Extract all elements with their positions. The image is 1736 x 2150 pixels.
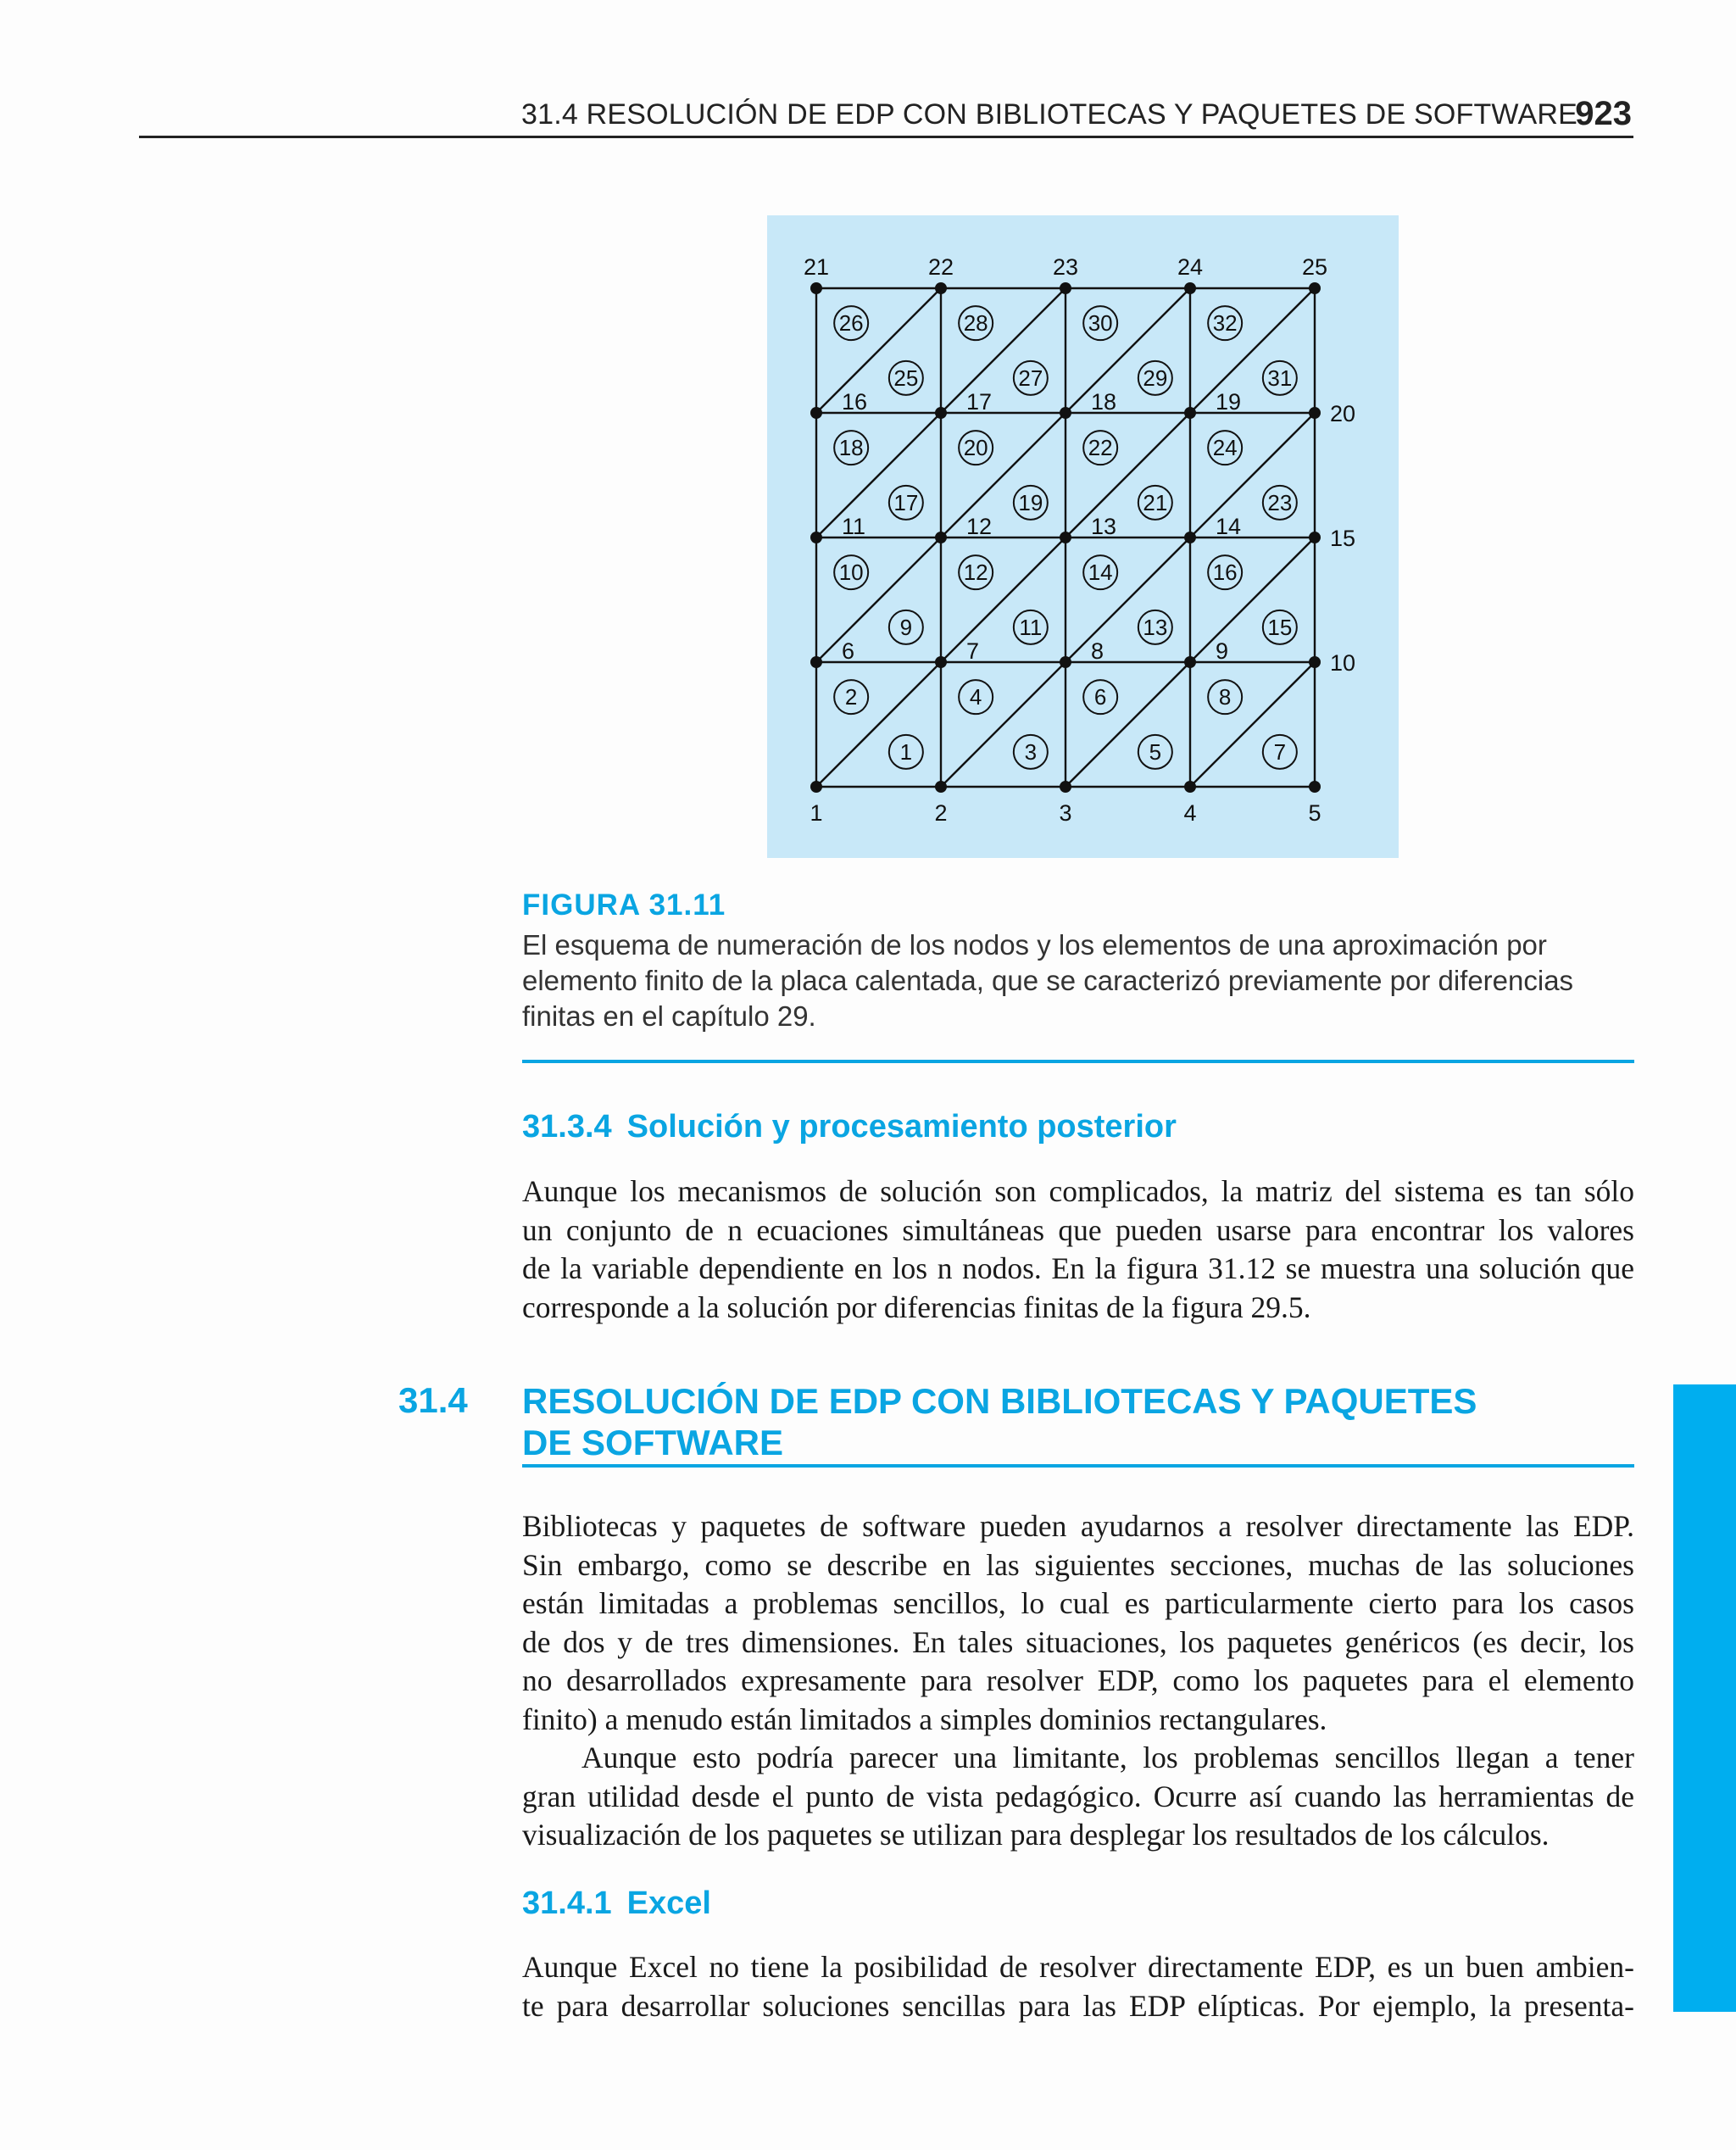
text-line: están limitadas a problemas sencillos, lo cual es particularmente cierto para los casos [522, 1586, 1634, 1620]
element-label [1014, 486, 1048, 520]
subsection-number: 31.3.4 [522, 1109, 612, 1145]
element-label [1138, 361, 1172, 395]
node-point [810, 282, 822, 294]
node-point [935, 656, 947, 668]
element-number: 32 [1212, 310, 1238, 337]
node-label: 13 [1091, 514, 1117, 539]
section-rule [522, 1464, 1634, 1468]
element-label [959, 431, 993, 465]
element-label [1083, 306, 1117, 340]
element-number: 8 [1218, 684, 1232, 710]
element-number: 9 [899, 614, 913, 640]
element-label [959, 306, 993, 340]
node-point [935, 407, 947, 419]
node-label: 19 [1216, 389, 1242, 415]
node-point [1060, 656, 1071, 668]
running-head [521, 95, 1632, 137]
text-line: te para desarrollar soluciones sencillas para las EDP elípticas. Por ejemplo, la presenta- [522, 1988, 1634, 2023]
element-label [834, 306, 868, 340]
node-label: 11 [842, 514, 866, 539]
text-line: Aunque esto podría parecer una limitante, los problemas sencillos llegan a tener [581, 1741, 1634, 1774]
node-label: 17 [966, 389, 993, 415]
text-line: gran utilidad desde el punto de vista pedagógico. Ocurre así cuando las herramientas de [522, 1779, 1634, 1813]
element-label [1083, 555, 1117, 589]
node-label: 24 [1177, 254, 1204, 280]
node-point [1184, 282, 1196, 294]
element-label [1208, 306, 1242, 340]
node-label: 23 [1052, 254, 1079, 280]
element-number: 19 [1018, 489, 1043, 515]
subsection-number: 31.4.1 [522, 1885, 612, 1921]
node-label: 16 [842, 389, 868, 415]
subsection-title: Solución y procesamiento posterior [626, 1109, 1177, 1145]
figure-31-11 [767, 215, 1399, 858]
node-point [935, 532, 947, 543]
element-label [1263, 610, 1297, 644]
chapter-thumb-tab [1673, 1384, 1736, 2012]
element-number: 13 [1143, 614, 1168, 640]
subsection-heading-31-3-4 [522, 1109, 1177, 1145]
element-number: 21 [1143, 489, 1168, 515]
element-label [834, 555, 868, 589]
text-line: Sin embargo, como se describe en las siguientes secciones, muchas de las soluciones [522, 1547, 1634, 1582]
section-title-line: RESOLUCIÓN DE EDP CON BIBLIOTECAS Y PAQUETES [522, 1381, 1477, 1421]
element-number: 10 [838, 560, 864, 586]
text-line: de la variable dependiente en los n nodos. En la figura 31.12 se muestra una solución que [522, 1251, 1634, 1285]
node-label: 7 [966, 638, 980, 664]
element-number: 17 [893, 489, 919, 515]
element-label [889, 486, 923, 520]
element-number: 31 [1267, 365, 1293, 391]
node-point [1060, 282, 1071, 294]
element-number: 26 [838, 310, 864, 337]
element-number: 27 [1018, 365, 1043, 391]
node-label: 18 [1091, 389, 1117, 415]
element-number: 22 [1088, 435, 1113, 461]
node-point [1184, 407, 1196, 419]
node-point [1060, 532, 1071, 543]
element-number: 20 [963, 435, 988, 461]
node-point [810, 532, 822, 543]
section-title [522, 1380, 1477, 1463]
element-label [1138, 486, 1172, 520]
subsection-heading-31-4-1 [522, 1885, 711, 1922]
element-number: 18 [838, 435, 864, 461]
node-label: 10 [1330, 650, 1356, 676]
header-rule [139, 136, 1633, 138]
element-label [1263, 486, 1297, 520]
text-line: de dos y de tres dimensiones. En tales situaciones, los paquetes genéricos (es decir, los [522, 1624, 1634, 1659]
caption-rule [522, 1060, 1634, 1063]
node-point [1309, 656, 1321, 668]
node-point [1060, 781, 1071, 793]
node-point [1309, 282, 1321, 294]
element-number: 23 [1267, 489, 1293, 515]
element-label [834, 431, 868, 465]
element-number: 1 [899, 738, 913, 765]
element-number: 6 [1093, 684, 1107, 710]
node-point [935, 282, 947, 294]
node-point [1184, 781, 1196, 793]
text-line: no desarrollados expresamente para resolver EDP, como los paquetes para el elemento [522, 1663, 1634, 1697]
section-number: 31.4 [398, 1380, 468, 1420]
node-label: 14 [1216, 514, 1242, 539]
node-point [1184, 656, 1196, 668]
text-line: finito) a menudo están limitados a simples dominios rectangulares. [522, 1702, 1327, 1736]
section-title-line: DE SOFTWARE [522, 1423, 784, 1462]
subsection-title: Excel [626, 1885, 711, 1921]
figure-caption [522, 888, 1634, 1034]
text-line: Aunque los mecanismos de solución son complicados, la matriz del sistema es tan sólo [522, 1174, 1634, 1208]
figure-caption-text: El esquema de numeración de los nodos y los elementos de una aproximación por elemento finito de la placa calentada, que se caracterizó previamente por diferencias finitas en el capítulo 29. [522, 929, 1574, 1032]
node-label: 12 [966, 514, 993, 539]
node-label: 25 [1301, 254, 1328, 280]
element-number: 30 [1088, 310, 1113, 337]
element-number: 4 [969, 684, 982, 710]
paragraph-excel [522, 1948, 1634, 2025]
node-point [1060, 407, 1071, 419]
node-label: 21 [803, 254, 830, 280]
element-label [1138, 610, 1172, 644]
node-label: 5 [1308, 800, 1321, 826]
element-number: 16 [1212, 560, 1238, 586]
node-point [1309, 532, 1321, 543]
page-number: 923 [1575, 95, 1632, 132]
element-label [889, 361, 923, 395]
text-line: corresponde a la solución por diferencias finitas de la figura 29.5. [522, 1289, 1311, 1324]
mesh-diagram [767, 215, 1399, 858]
text-line: Aunque Excel no tiene la posibilidad de resolver directamente EDP, es un buen ambien- [522, 1950, 1634, 1984]
node-point [1184, 532, 1196, 543]
element-number: 25 [893, 365, 919, 391]
element-label [1014, 361, 1048, 395]
node-label: 4 [1183, 800, 1197, 826]
paragraph-libraries [522, 1507, 1634, 1855]
running-head-title: 31.4 RESOLUCIÓN DE EDP CON BIBLIOTECAS Y PAQUETES DE SOFTWARE [521, 98, 1577, 131]
element-number: 5 [1149, 738, 1162, 765]
text-line: Bibliotecas y paquetes de software pueden ayudarnos a resolver directamente las EDP. [522, 1509, 1634, 1543]
text-line: visualización de los paquetes se utilizan para desplegar los resultados de los cálculos. [522, 1818, 1550, 1852]
paragraph-solution [522, 1172, 1634, 1327]
node-label: 22 [927, 254, 954, 280]
element-number: 11 [1019, 614, 1043, 640]
node-point [935, 781, 947, 793]
node-label: 6 [842, 638, 855, 664]
element-number: 29 [1143, 365, 1168, 391]
node-label: 1 [810, 800, 823, 826]
element-number: 24 [1212, 435, 1238, 461]
node-point [1309, 781, 1321, 793]
node-label: 3 [1059, 800, 1072, 826]
node-label: 15 [1330, 526, 1356, 551]
node-point [810, 781, 822, 793]
element-label [1263, 361, 1297, 395]
element-number: 2 [844, 684, 858, 710]
node-label: 20 [1330, 401, 1356, 426]
element-number: 15 [1267, 614, 1293, 640]
element-number: 7 [1273, 738, 1287, 765]
element-label [1083, 431, 1117, 465]
element-label [1208, 555, 1242, 589]
element-number: 3 [1024, 738, 1038, 765]
element-label [1208, 431, 1242, 465]
node-point [1309, 407, 1321, 419]
figure-label: FIGURA 31.11 [522, 888, 726, 922]
node-label: 2 [934, 800, 948, 826]
element-number: 14 [1088, 560, 1113, 586]
element-number: 28 [963, 310, 988, 337]
text-line: un conjunto de n ecuaciones simultáneas que pueden usarse para encontrar los valores [522, 1212, 1634, 1247]
node-point [810, 656, 822, 668]
node-point [810, 407, 822, 419]
node-label: 9 [1216, 638, 1229, 664]
element-number: 12 [963, 560, 988, 586]
node-label: 8 [1091, 638, 1104, 664]
element-label [959, 555, 993, 589]
